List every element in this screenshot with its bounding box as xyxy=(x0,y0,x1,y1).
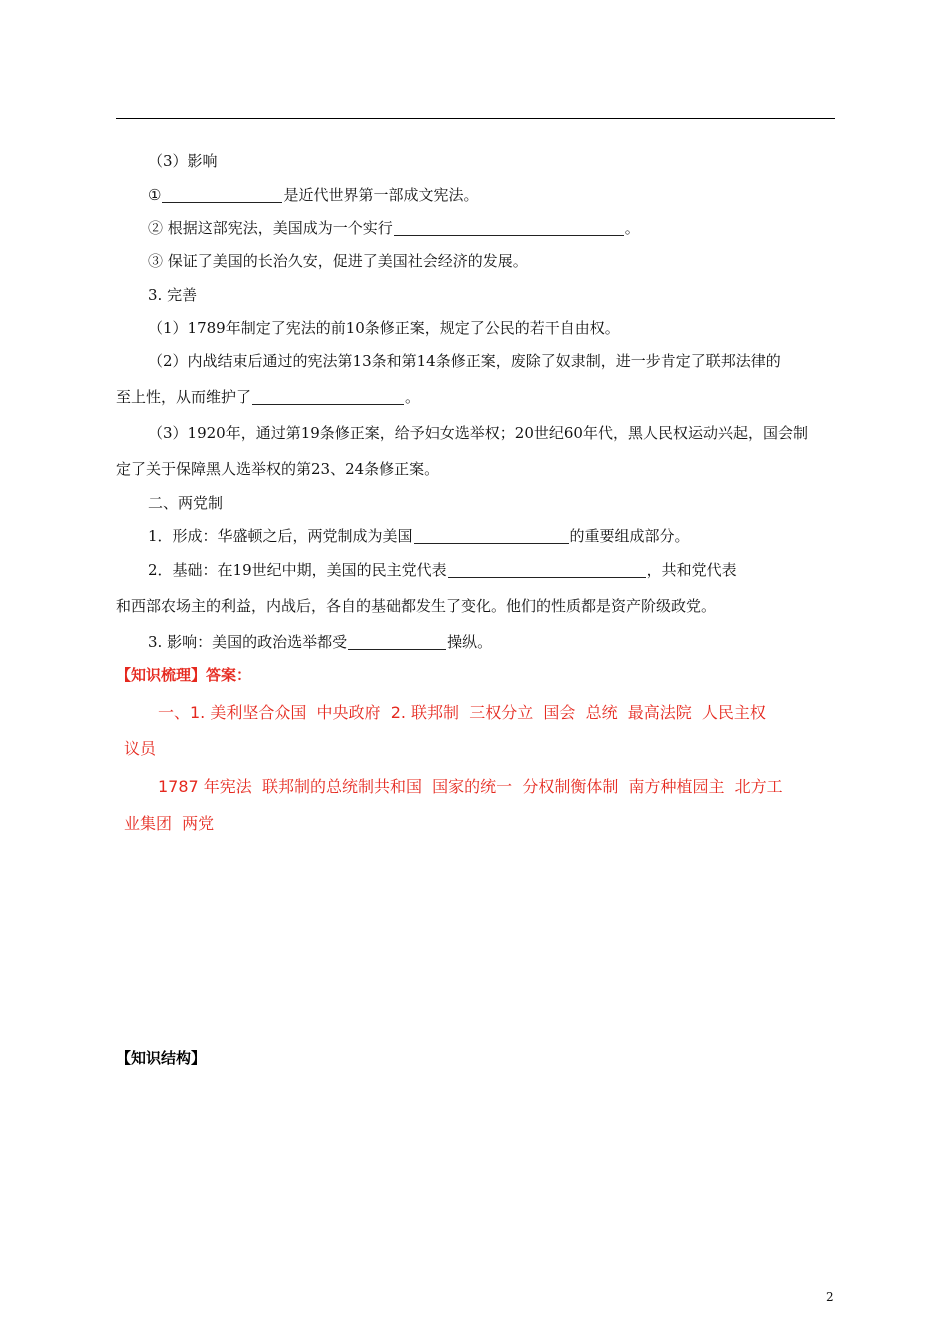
influence-text-end: 操纵。 xyxy=(447,633,493,651)
page-number: 2 xyxy=(826,1290,834,1304)
answers-heading-suffix: 答案： xyxy=(206,666,252,684)
answers-line-3: 1787 年宪法 联邦制的总统制共和国 国家的统一 分权制衡体制 南方种植园主 北方工 xyxy=(158,777,783,796)
impact-item-2-text: ② 根据这部宪法，美国成为一个实行 xyxy=(148,219,393,237)
impact-item-1 xyxy=(148,185,478,205)
influence-text-start: 3. 影响：美国的政治选举都受 xyxy=(148,633,348,651)
perfection-p3-line1: （3）1920年，通过第19条修正案，给予妇女选举权；20世纪60年代，黑人民权运动兴起，国会制 xyxy=(148,424,808,442)
header-rule xyxy=(116,118,835,119)
formation-text-end: 的重要组成部分。 xyxy=(569,527,690,545)
impact-item-2 xyxy=(148,218,640,238)
formation-text-start: 1．形成：华盛顿之后，两党制成为美国 xyxy=(148,527,413,545)
blank-field xyxy=(348,634,446,650)
impact-item-1-text: 是近代世界第一部成文宪法。 xyxy=(283,186,479,204)
perfection-p2-line2-start: 至上性，从而维护了 xyxy=(116,388,252,406)
perfection-heading: 3. 完善 xyxy=(148,286,198,304)
blank-field xyxy=(162,187,282,203)
two-party-basis xyxy=(148,560,737,580)
two-party-influence xyxy=(148,632,492,652)
answers-line-2: 议员 xyxy=(124,739,157,758)
two-party-heading: 二、两党制 xyxy=(148,494,224,512)
impact-heading: （3）影响 xyxy=(148,152,218,170)
impact-item-3: ③ 保证了美国的长治久安，促进了美国社会经济的发展。 xyxy=(148,252,528,270)
blank-field xyxy=(252,389,404,405)
impact-item-2-end: 。 xyxy=(624,219,640,237)
perfection-p3-line2: 定了关于保障黑人选举权的第23、24条修正案。 xyxy=(116,460,440,478)
structure-heading: 【知识结构】 xyxy=(116,1049,207,1067)
perfection-p2-line2-end: 。 xyxy=(405,388,421,406)
answers-heading-bracket: 【知识梳理】 xyxy=(116,666,207,684)
two-party-basis-line2: 和西部农场主的利益，内战后，各自的基础都发生了变化。他们的性质都是资产阶级政党。 xyxy=(116,597,717,615)
answers-line-4: 业集团 两党 xyxy=(124,814,215,833)
perfection-p1: （1）1789年制定了宪法的前10条修正案，规定了公民的若干自由权。 xyxy=(148,319,620,337)
two-party-formation xyxy=(148,526,690,546)
answers-heading xyxy=(116,665,251,685)
perfection-p2-line1: （2）内战结束后通过的宪法第13条和第14条修正案，废除了奴隶制，进一步肯定了联邦法律的 xyxy=(148,352,781,370)
circle-one-marker: ① xyxy=(148,186,162,204)
blank-field xyxy=(394,220,624,236)
blank-field xyxy=(414,528,569,544)
blank-field xyxy=(448,562,646,578)
basis-text-end: ，共和党代表 xyxy=(646,561,737,579)
answers-line-1: 一、1. 美利坚合众国 中央政府 2. 联邦制 三权分立 国会 总统 最高法院 人民主权 xyxy=(158,703,766,722)
basis-text-start: 2．基础：在19世纪中期，美国的民主党代表 xyxy=(148,561,447,579)
perfection-p2-line2 xyxy=(116,387,420,407)
